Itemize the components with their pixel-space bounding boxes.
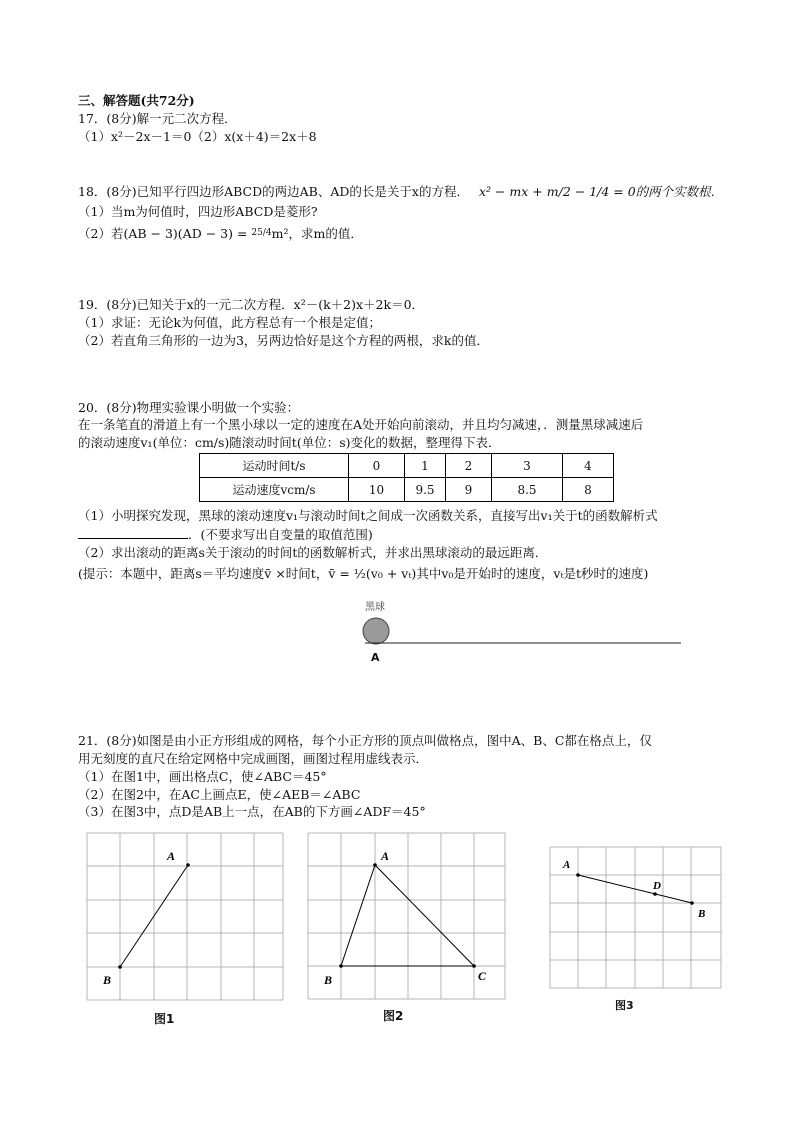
q19-title: 19．(8分)已知关于x的一元二次方程．x²－(k＋2)x＋2k＝0． [78,297,425,312]
q20-title: 20．(8分)物理实验课小明做一个实验： [78,400,300,415]
q18-part2-row [78,225,363,242]
q20-part1b-row [78,526,373,543]
fig2-label-a: A [381,849,390,863]
table-cell: 8 [563,478,614,502]
point-a [186,863,190,867]
black-ball-shape [363,618,389,644]
fig1-label-a: A [167,849,176,863]
table-row [200,454,614,478]
table-cell: 0 [349,454,405,478]
q17-title: 17．(8分)解一元二次方程． [78,111,237,126]
q21-part1: （1）在图1中，画出格点C，使∠ABC＝45° [78,769,327,784]
q18-title-row [78,184,723,200]
q21-line2: 用无刻度的直尺在给定网格中完成画图，画图过程用虚线表示． [78,751,429,766]
table-cell: 3 [492,454,563,478]
table-row [200,478,614,502]
section-header: 三、解答题(共72分) [78,93,195,108]
q18-title: 18．(8分)已知平行四边形ABCD的两边AB、AD的长是关于x的方程． [78,184,469,199]
q18-part1: （1）当m为何值时，四边形ABCD是菱形? [78,204,318,219]
q21-title: 21．(8分)如图是由小正方形组成的网格，每个小正方形的顶点叫做格点，图中A、B、C都在格点上，仅 [78,733,652,748]
figure-2-caption: 图2 [383,1009,404,1023]
fig2-label-b: B [324,973,333,987]
ball-label: 黑球 [365,602,385,613]
table-cell-label: 运动速度vcm/s [200,478,349,502]
q21-part3: （3）在图3中，点D是AB上一点，在AB的下方画∠ADF＝45° [78,804,426,819]
fig3-label-b: B [698,908,706,920]
q20-hint: (提示：本题中，距离s＝平均速度v̄ ×时间t，v̄ = ½(v₀ + vₜ)其中v₀是开始时的速度，vₜ是t秒时的速度) [78,566,649,581]
table-cell: 8.5 [492,478,563,502]
point-a [576,873,580,877]
table-cell: 2 [446,454,492,478]
q20-data-table [199,453,614,502]
q19-part1: （1）求证：无论k为何值，此方程总有一个根是定值； [78,315,382,330]
figure-3-grid [549,846,723,990]
q18-part2-frac: 25/4 [251,228,272,238]
q18-equation: x² − mx + m/2 − 1/4 = 0的两个实数根． [478,184,724,199]
point-b [339,964,343,968]
fig3-label-d: D [653,880,661,892]
figure-2-grid [307,832,507,1002]
point-c [472,964,476,968]
ball-ramp-diagram [355,612,685,657]
table-cell: 9.5 [405,478,446,502]
table-cell: 4 [563,454,614,478]
table-cell: 9 [446,478,492,502]
q20-part2: （2）求出滚动的距离s关于滚动的时间t的函数解析式，并求出黑球滚动的最远距离． [78,545,548,560]
table-cell-label: 运动时间t/s [200,454,349,478]
q20-part1a: （1）小明探究发现，黑球的滚动速度v₁与滚动时间t之间成一次函数关系，直接写出v₁关于t的函数解析式 [78,508,658,523]
q20-line1: 在一条笔直的滑道上有一个黑小球以一定的速度在A处开始向前滚动，并且均匀减速，．测量黑球减速后 [78,417,644,432]
fig1-label-b: B [103,973,112,987]
point-b [690,901,694,905]
q18-part2-post: m²，求m的值． [271,226,363,241]
fig2-label-c: C [478,969,487,983]
q20-part1b: ．(不要求写出自变量的取值范围) [188,527,373,542]
q19-part2: （2）若直角三角形的一边为3，另两边恰好是这个方程的两根，求k的值． [78,333,489,348]
q21-part2: （2）在图2中，在AC上画点E，使∠AEB＝∠ABC [78,787,361,802]
q17-equations: （1）x²－2x－1＝0（2）x(x＋4)＝2x＋8 [78,129,317,144]
q18-part2-pre: （2）若(AB − 3)(AD − 3) = [78,226,252,241]
figure-1-caption: 图1 [154,1012,175,1026]
table-cell: 1 [405,454,446,478]
table-cell: 10 [349,478,405,502]
q20-line2: 的滚动速度v₁(单位：cm/s)随滚动时间t(单位：s)变化的数据，整理得下表． [78,435,501,450]
figure-1-grid [86,832,284,1002]
point-b [118,965,122,969]
fig3-label-a: A [563,859,571,871]
point-a [373,863,377,867]
figure-3-caption: 图3 [615,999,634,1012]
point-a-label: A [371,651,380,664]
answer-blank [78,526,188,539]
point-d [653,892,657,896]
